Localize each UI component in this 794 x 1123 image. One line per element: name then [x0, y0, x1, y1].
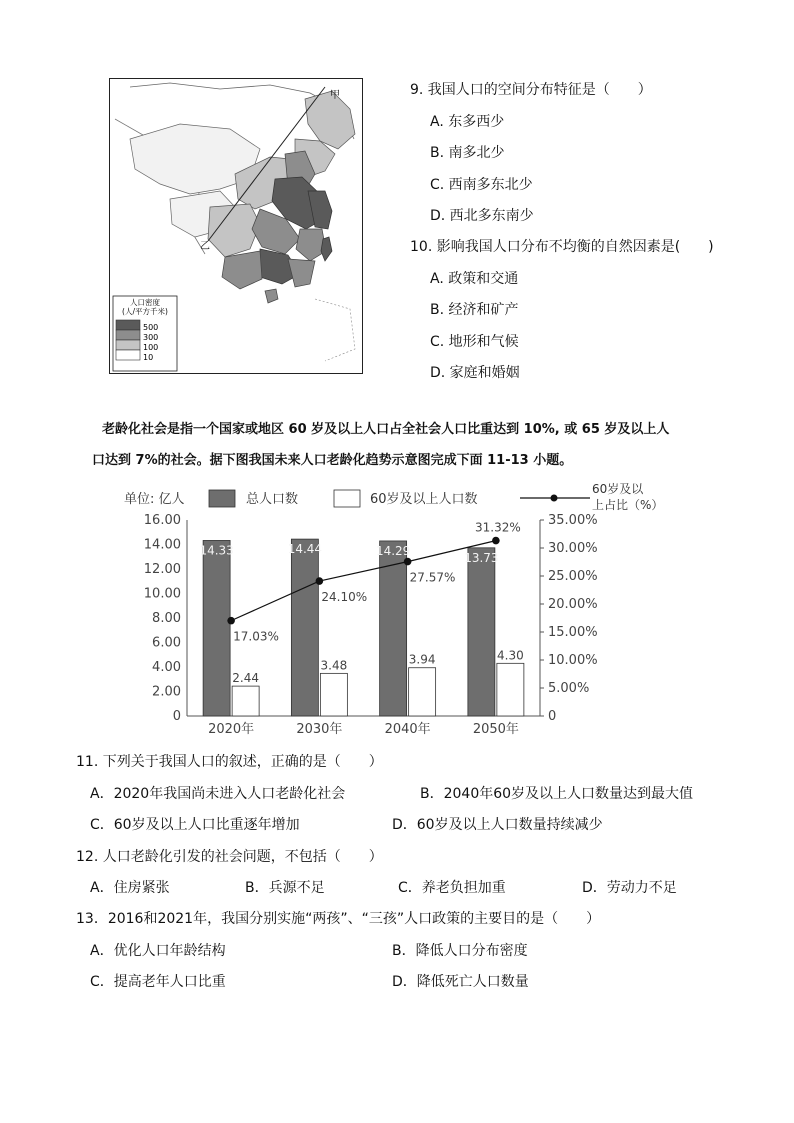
legend-value-500: 500	[143, 323, 159, 332]
right-tick-label: 0	[548, 709, 557, 724]
legend-unit: (人/平方千米)	[122, 307, 168, 316]
legend-title: 人口密度	[130, 298, 160, 307]
bar-total	[468, 548, 495, 716]
q10-option-a[interactable]: A. 政策和交通	[430, 271, 519, 287]
q9-option-a[interactable]: A. 东多西少	[430, 114, 505, 130]
q9-option-c[interactable]: C. 西南多东北少	[430, 177, 533, 193]
right-tick-label: 20.00%	[548, 597, 598, 612]
china-map-drawing	[110, 79, 362, 373]
right-tick-label: 25.00%	[548, 569, 598, 584]
ratio-label: 17.03%	[233, 629, 279, 644]
q10-option-b[interactable]: B. 经济和矿产	[430, 302, 519, 318]
q13-option-c[interactable]: C．提高老年人口比重	[90, 974, 226, 990]
legend-elderly: 60岁及以上人口数	[370, 492, 478, 507]
intro-line-2: 口达到 7%的社会。据下图我国未来人口老龄化趋势示意图完成下面 11-13 小题。	[92, 453, 573, 468]
legend-total: 总人口数	[246, 492, 299, 507]
bar-total	[203, 540, 230, 716]
ratio-label: 31.32%	[474, 520, 521, 535]
q13-option-a[interactable]: A．优化人口年龄结构	[90, 943, 226, 959]
q13-option-b[interactable]: B．降低人口分布密度	[392, 943, 528, 959]
left-tick-label: 6.00	[152, 635, 181, 651]
legend-value-10: 10	[143, 353, 154, 362]
legend-swatch-total	[209, 490, 235, 507]
legend-swatch-elderly	[334, 490, 360, 507]
q12-option-c[interactable]: C．养老负担加重	[398, 880, 506, 896]
q10-option-c[interactable]: C. 地形和气候	[430, 334, 519, 350]
q11-option-d[interactable]: D．60岁及以上人口数量持续减少	[392, 817, 603, 833]
q9-option-b[interactable]: B. 南多北少	[430, 145, 505, 161]
left-tick-labels	[144, 513, 181, 724]
ratio-point	[316, 577, 324, 585]
q12-option-d[interactable]: D．劳动力不足	[582, 880, 677, 896]
chart-unit-label: 单位: 亿人	[124, 492, 185, 507]
legend-swatch-500	[116, 320, 140, 330]
category-label: 2030年	[296, 722, 343, 737]
bar-elderly	[409, 668, 436, 716]
q10-option-d[interactable]: D. 家庭和婚姻	[430, 365, 520, 381]
q13-stem: 13．2016和2021年，我国分别实施“两孩”、“三孩”人口政策的主要目的是（ ）	[76, 911, 601, 927]
chart-svg	[120, 482, 680, 740]
bar-elderly-label: 3.48	[320, 658, 348, 673]
q13-option-d[interactable]: D．降低死亡人口数量	[392, 974, 529, 990]
q11-option-a[interactable]: A．2020年我国尚未进入人口老龄化社会	[90, 786, 346, 802]
bar-total-label: 14.33	[199, 543, 234, 558]
bar-elderly-label: 4.30	[497, 648, 524, 663]
q11-option-b[interactable]: B．2040年60岁及以上人口数量达到最大值	[420, 786, 694, 802]
map-label-jia: 甲	[330, 90, 340, 101]
left-tick-label: 12.00	[143, 562, 181, 577]
category-label: 2050年	[472, 722, 519, 737]
right-tick-label: 10.00%	[548, 653, 598, 668]
bar-total-label: 13.73	[464, 550, 499, 565]
legend-swatch-100	[116, 340, 140, 350]
legend-value-100: 100	[143, 343, 159, 352]
q12-stem: 12. 人口老龄化引发的社会问题，不包括（ ）	[76, 849, 383, 865]
left-tick-label: 10.00	[143, 586, 181, 602]
bar-total-label: 14.29	[375, 543, 411, 558]
map-legend	[113, 296, 177, 371]
map-label-yi: 乙	[200, 241, 210, 252]
bar-total	[291, 539, 318, 716]
aging-trend-chart	[120, 482, 680, 740]
legend-ratio-line1: 60岁及以	[592, 482, 644, 496]
bar-elderly	[320, 673, 347, 716]
category-label: 2040年	[384, 722, 431, 737]
q9-stem: 9. 我国人口的空间分布特征是（ ）	[410, 82, 652, 98]
q12-option-b[interactable]: B．兵源不足	[245, 880, 325, 896]
ratio-point	[404, 558, 412, 566]
legend-swatch-300	[116, 330, 140, 340]
legend-ratio-line2: 上占比（%）	[592, 498, 664, 512]
right-tick-label: 35.00%	[548, 513, 598, 528]
legend-value-300: 300	[143, 333, 159, 342]
legend-line-marker	[551, 495, 558, 502]
intro-line-1: 老龄化社会是指一个国家或地区 60 岁及以上人口占全社会人口比重达到 10%, 或 65 岁及以上人	[102, 422, 670, 437]
bar-elderly	[497, 663, 524, 716]
category-labels	[208, 721, 519, 737]
legend-swatch-10	[116, 350, 140, 360]
ratio-point	[227, 617, 235, 625]
q11-stem: 11. 下列关于我国人口的叙述，正确的是（ ）	[76, 754, 383, 770]
left-tick-label: 0	[172, 709, 181, 724]
bar-elderly	[232, 686, 259, 716]
q10-stem: 10. 影响我国人口分布不均衡的自然因素是( )	[410, 239, 714, 255]
q9-option-d[interactable]: D. 西北多东南少	[430, 208, 534, 224]
ratio-line	[231, 541, 499, 621]
ratio-label: 24.10%	[321, 590, 368, 605]
population-density-map	[109, 78, 363, 374]
bars	[199, 539, 523, 716]
bar-elderly-label: 3.94	[408, 652, 436, 667]
left-tick-label: 14.00	[143, 537, 181, 553]
bar-elderly-label: 2.44	[232, 671, 259, 686]
left-tick-label: 2.00	[152, 684, 181, 700]
left-tick-label: 4.00	[152, 660, 181, 675]
right-tick-label: 30.00%	[548, 541, 598, 556]
right-tick-label: 15.00%	[548, 625, 598, 640]
ratio-point	[492, 537, 500, 545]
q12-option-a[interactable]: A．住房紧张	[90, 880, 170, 896]
right-tick-labels	[540, 513, 598, 724]
category-label: 2020年	[208, 722, 255, 737]
bar-total-label: 14.44	[287, 542, 323, 557]
q11-option-c[interactable]: C．60岁及以上人口比重逐年增加	[90, 817, 300, 833]
left-tick-label: 16.00	[143, 513, 181, 528]
right-tick-label: 5.00%	[548, 681, 590, 696]
left-tick-label: 8.00	[152, 611, 181, 626]
ratio-label: 27.57%	[409, 570, 456, 585]
